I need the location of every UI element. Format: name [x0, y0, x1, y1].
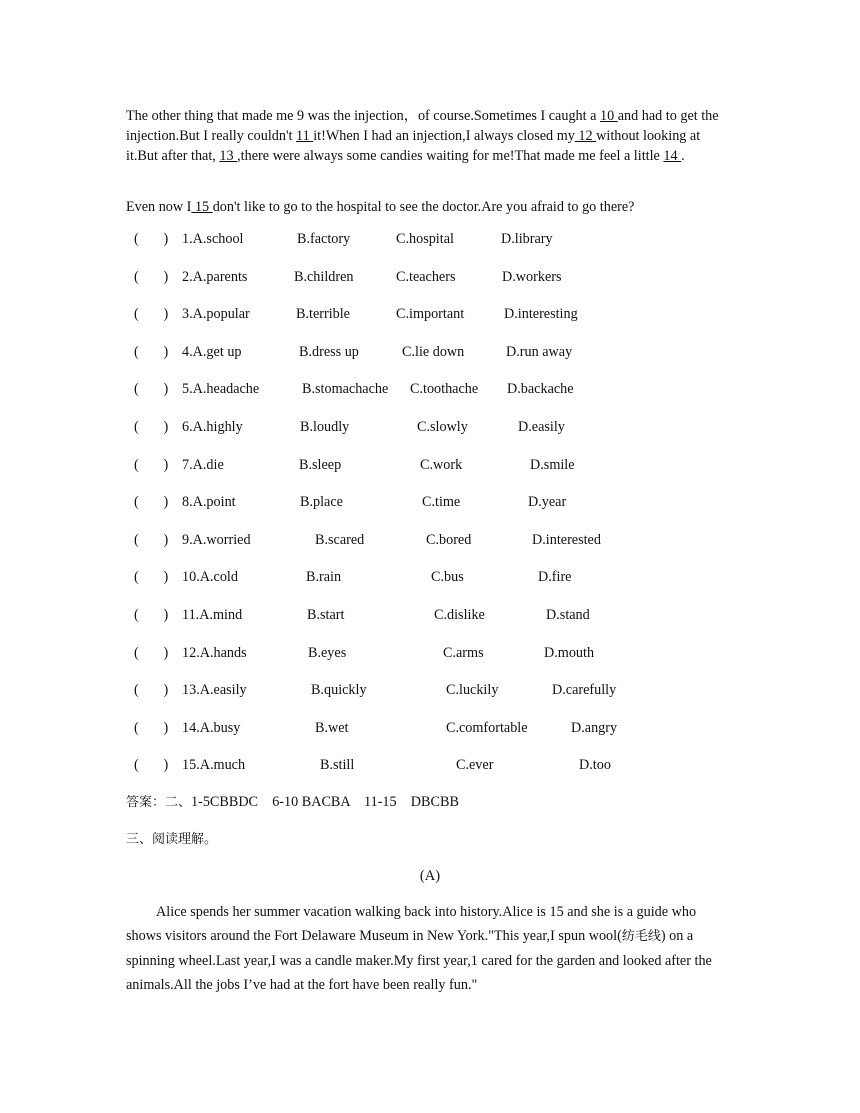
passage-text: .	[681, 148, 685, 164]
option-d: D.backache	[507, 381, 574, 398]
option-b: B.eyes	[308, 644, 347, 661]
option-a: 11.A.mind	[182, 607, 243, 623]
option-d: D.year	[528, 494, 567, 511]
option-b: B.terrible	[296, 306, 350, 323]
option-c: C.important	[396, 306, 465, 323]
option-a: 13.A.easily	[182, 682, 247, 699]
answer-paren: ( )	[134, 456, 169, 473]
option-b: B.start	[307, 607, 345, 623]
answer-paren: ( )	[134, 381, 169, 398]
option-c: C.work	[420, 456, 463, 473]
section-heading: 三、阅读理解。	[126, 832, 218, 847]
answer-paren: ( )	[134, 531, 169, 548]
option-b: B.dress up	[299, 343, 359, 360]
option-c: C.hospital	[396, 231, 454, 247]
blank-10: 10	[599, 108, 618, 124]
option-c: C.dislike	[434, 607, 485, 623]
reading-paragraph	[126, 900, 734, 997]
option-a: 12.A.hands	[182, 644, 247, 661]
passage-text: The other thing that made me 9 was the injection，of course.Sometimes I caught a	[126, 108, 600, 124]
answer-paren: ( )	[134, 231, 169, 247]
answer-paren: ( )	[134, 644, 169, 661]
passage-text: ,there were always some candies waiting for me!That made me feel a little	[237, 148, 664, 164]
answer-key	[126, 792, 459, 813]
answer-paren: ( )	[134, 719, 169, 736]
option-c: C.toothache	[410, 381, 479, 398]
option-a: 8.A.point	[182, 494, 236, 511]
option-a: 10.A.cold	[182, 569, 238, 586]
option-c: C.ever	[456, 757, 494, 774]
reading-chinese-gloss: 纺毛线	[621, 929, 661, 944]
option-a: 4.A.get up	[182, 343, 242, 360]
option-b: B.children	[294, 268, 354, 285]
option-a: 1.A.school	[182, 231, 244, 247]
option-a: 15.A.much	[182, 757, 246, 774]
passage-paragraph-1	[126, 106, 734, 166]
option-a: 9.A.worried	[182, 531, 251, 548]
blank-14: 14	[663, 148, 682, 164]
blank-12: 12	[574, 128, 597, 144]
option-c: C.comfortable	[446, 719, 528, 736]
option-a: 3.A.popular	[182, 306, 250, 323]
option-b: B.loudly	[300, 419, 350, 435]
answer-paren: ( )	[134, 268, 169, 285]
option-b: B.rain	[306, 569, 342, 586]
option-b: B.scared	[315, 531, 365, 548]
blank-11: 11	[296, 128, 314, 144]
option-d: D.interested	[532, 531, 601, 548]
option-c: C.lie down	[402, 343, 465, 360]
reading-text: ) on a spinning wheel.Last year,I was a candle maker.My first year,1 cared for the garden and looked after the animals.All the jobs I’ve had at the fort have been really fun."	[126, 928, 712, 993]
option-d: D.workers	[502, 268, 562, 285]
answer-paren: ( )	[134, 343, 169, 360]
passage-text: don't like to go to the hospital to see the doctor.Are you afraid to go there?	[212, 199, 635, 215]
option-b: B.place	[300, 494, 343, 511]
answer-label: 答案：二、	[126, 795, 192, 810]
passage-text: and had to get the injection.But I really couldn't	[126, 108, 719, 144]
answer-paren: ( )	[134, 306, 169, 323]
option-b: B.stomachache	[302, 381, 389, 398]
option-b: B.quickly	[311, 682, 367, 699]
option-d: D.mouth	[544, 644, 595, 661]
option-d: D.easily	[518, 419, 565, 435]
answer-paren: ( )	[134, 682, 169, 699]
passage-subheading: (A)	[419, 868, 441, 884]
passage-paragraph-2	[126, 197, 766, 217]
blank-13: 13	[219, 148, 238, 164]
option-c: C.teachers	[396, 268, 456, 285]
answer-text: 1-5CBBDC 6-10 BACBA 11-15 DBCBB	[191, 794, 459, 810]
option-d: D.smile	[530, 456, 575, 473]
option-c: C.arms	[443, 644, 484, 661]
option-a: 2.A.parents	[182, 268, 248, 285]
option-d: D.too	[579, 757, 611, 774]
option-d: D.run away	[506, 343, 573, 360]
option-a: 6.A.highly	[182, 419, 243, 435]
option-d: D.carefully	[552, 682, 617, 699]
option-a: 5.A.headache	[182, 381, 260, 398]
passage-text: Even now I	[126, 199, 192, 215]
option-a: 14.A.busy	[182, 719, 241, 736]
option-b: B.sleep	[299, 456, 342, 473]
option-d: D.fire	[538, 569, 572, 586]
option-d: D.stand	[546, 607, 590, 623]
option-c: C.bored	[426, 531, 472, 548]
option-b: B.factory	[297, 231, 351, 247]
answer-paren: ( )	[134, 607, 169, 623]
option-b: B.still	[320, 757, 355, 774]
answer-paren: ( )	[134, 757, 169, 774]
answer-paren: ( )	[134, 419, 169, 435]
answer-paren: ( )	[134, 494, 169, 511]
blank-15: 15	[191, 199, 213, 215]
option-d: D.library	[501, 231, 553, 247]
reading-text: Alice spends her summer vacation walking back into history.Alice is 15 and she is a guide who shows visitors around the Fort Delaware Museum in New York."This year,I spun wool(	[126, 904, 697, 944]
passage-text: it!When I had an injection,I always closed my	[313, 128, 575, 144]
passage-text: without looking at it.But after that,	[126, 128, 701, 164]
option-b: B.wet	[315, 719, 349, 736]
answer-paren: ( )	[134, 569, 169, 586]
option-c: C.bus	[431, 569, 464, 586]
option-c: C.time	[422, 494, 461, 511]
option-c: C.luckily	[446, 682, 499, 699]
option-d: D.angry	[571, 719, 618, 736]
option-c: C.slowly	[417, 419, 468, 435]
option-a: 7.A.die	[182, 456, 224, 473]
option-d: D.interesting	[504, 306, 578, 323]
